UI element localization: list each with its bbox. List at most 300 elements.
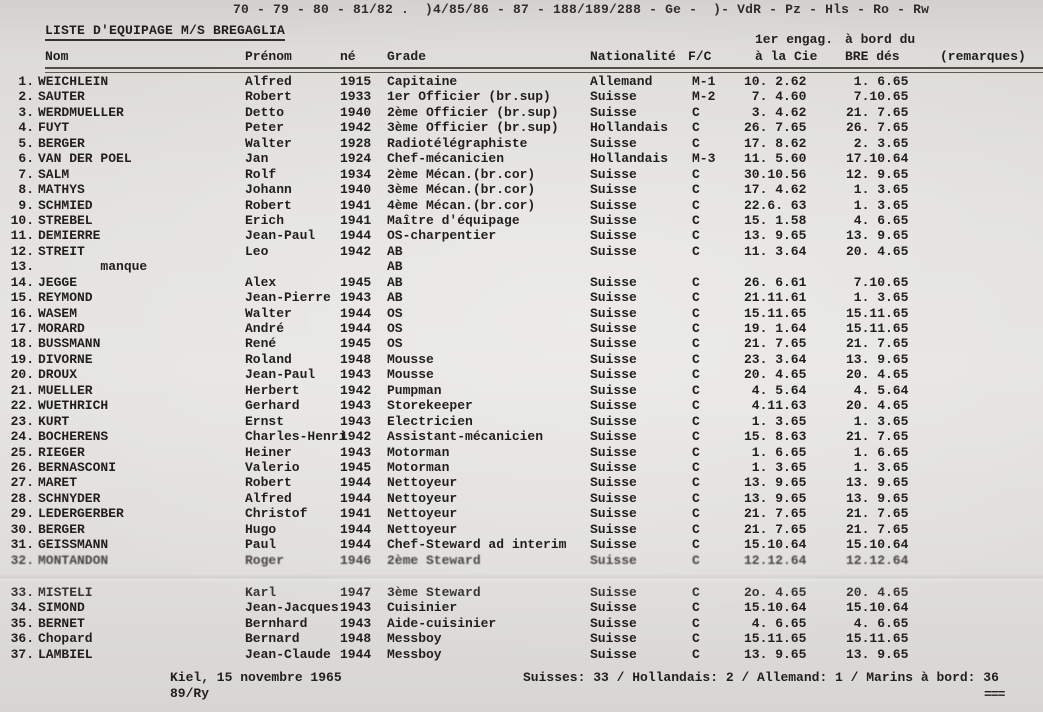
cell-fc: C xyxy=(692,521,700,537)
crew-row xyxy=(0,228,1043,243)
cell-prenom: Bernhard xyxy=(245,615,308,631)
cell-ne: 1946 xyxy=(340,552,372,568)
crew-row xyxy=(0,213,1043,228)
cell-engag: 13. 9.65 xyxy=(744,490,807,506)
cell-num: 35. xyxy=(10,615,34,631)
cell-nom: KURT xyxy=(38,413,70,429)
cell-ne: 1944 xyxy=(340,475,372,491)
cell-nat: Suisse xyxy=(590,475,637,491)
cell-fc: C xyxy=(692,182,700,198)
cell-ne: 1944 xyxy=(340,490,372,506)
cell-nom: REYMOND xyxy=(38,290,93,306)
crew-row xyxy=(0,89,1043,104)
cell-nat: Suisse xyxy=(590,166,637,182)
cell-engag: 19. 1.64 xyxy=(744,321,807,336)
footer-nationality-totals: Suisses: 33 / Hollandais: 2 / Allemand: 1 / Marins à bord: 36 xyxy=(523,670,999,685)
cell-grade: 2ème Steward xyxy=(387,552,481,568)
cell-prenom: Herbert xyxy=(245,382,300,398)
column-header-prenom: Prénom xyxy=(245,49,292,64)
cell-ne: 1943 xyxy=(340,398,372,414)
cell-engag: 15.10.64 xyxy=(744,600,807,616)
cell-bord: 12. 9.65 xyxy=(846,166,909,182)
cell-nom: SCHMIED xyxy=(38,197,93,213)
cell-nat: Hollandais xyxy=(590,120,669,136)
cell-bord: 13. 9.65 xyxy=(846,490,909,506)
cell-ne: 1947 xyxy=(340,585,372,600)
cell-prenom: Heiner xyxy=(245,444,292,460)
cell-nat: Suisse xyxy=(590,290,637,306)
cell-ne: 1942 xyxy=(340,382,372,398)
cell-nat: Allemand xyxy=(590,74,653,89)
cell-nom: DEMIERRE xyxy=(38,228,101,244)
cell-grade: Pumpman xyxy=(387,382,442,398)
cell-num: 2. xyxy=(18,89,34,105)
cell-ne: 1941 xyxy=(340,506,372,522)
cell-fc: C xyxy=(692,135,700,151)
cell-grade: Chef-mécanicien xyxy=(387,151,505,167)
cell-nom: MUELLER xyxy=(38,382,93,398)
cell-nat: Suisse xyxy=(590,135,637,151)
column-header-ne: né xyxy=(340,49,356,64)
cell-prenom: Alfred xyxy=(245,490,292,506)
crew-row xyxy=(0,506,1043,521)
cell-fc: C xyxy=(692,197,700,213)
cell-prenom: Robert xyxy=(245,475,292,491)
cell-prenom: Christof xyxy=(245,506,308,522)
cell-prenom: Robert xyxy=(245,89,292,105)
cell-fc: C xyxy=(692,631,700,647)
cell-num: 26. xyxy=(10,459,34,475)
cell-engag: 15.10.64 xyxy=(744,537,807,553)
cell-engag: 1. 3.65 xyxy=(744,459,807,475)
cell-grade: Nettoyeur xyxy=(387,506,458,522)
cell-ne: 1934 xyxy=(340,166,372,182)
cell-bord: 20. 4.65 xyxy=(846,585,909,600)
cell-ne: 1943 xyxy=(340,290,372,306)
cell-fc: C xyxy=(692,166,700,182)
cell-grade: 3ème Officier (br.sup) xyxy=(387,120,559,136)
cell-ne: 1942 xyxy=(340,429,372,445)
cell-num: 15. xyxy=(10,290,34,306)
cell-num: 14. xyxy=(10,274,34,290)
cell-num: 12. xyxy=(10,243,34,259)
cell-nat: Suisse xyxy=(590,382,637,398)
cell-nat: Suisse xyxy=(590,305,637,321)
cell-num: 11. xyxy=(10,228,34,244)
cell-fc: C xyxy=(692,444,700,460)
cell-nat: Suisse xyxy=(590,459,637,475)
cell-engag: 7. 4.60 xyxy=(744,89,807,105)
cell-grade: 3ème Steward xyxy=(387,585,481,600)
cell-nat: Suisse xyxy=(590,552,637,568)
cell-num: 20. xyxy=(10,367,34,383)
cell-prenom: Charles-Henri xyxy=(245,429,347,445)
cell-nat: Suisse xyxy=(590,521,637,537)
cell-engag: 26. 7.65 xyxy=(744,120,807,136)
cell-bord: 2. 3.65 xyxy=(846,135,909,151)
cell-engag: 21. 7.65 xyxy=(744,336,807,352)
cell-nom: BERGER xyxy=(38,135,85,151)
cell-fc: C xyxy=(692,351,700,367)
crew-row xyxy=(0,182,1043,197)
cell-nat: Suisse xyxy=(590,351,637,367)
cell-grade: Motorman xyxy=(387,444,450,460)
crew-row xyxy=(0,616,1043,631)
cell-engag: 4. 6.65 xyxy=(744,615,807,631)
cell-bord: 4. 5.64 xyxy=(846,382,909,398)
cell-prenom: Johann xyxy=(245,182,292,198)
crew-row xyxy=(0,475,1043,490)
cell-nom: MONTANDON xyxy=(38,552,109,568)
cell-grade: Aide-cuisinier xyxy=(387,615,497,631)
cell-ne: 1944 xyxy=(340,537,372,553)
cell-fc: C xyxy=(692,398,700,414)
cell-ne: 1944 xyxy=(340,521,372,537)
cell-grade: AB xyxy=(387,259,403,275)
cell-engag: 15.11.65 xyxy=(744,631,807,647)
cell-nat: Suisse xyxy=(590,429,637,445)
crew-row xyxy=(0,244,1043,259)
cell-grade: Cuisinier xyxy=(387,600,458,616)
cell-ne: 1944 xyxy=(340,646,372,662)
cell-nom: FUYT xyxy=(38,120,70,136)
cell-nom: DIVORNE xyxy=(38,351,93,367)
column-header-nom: Nom xyxy=(45,49,69,64)
crew-row xyxy=(0,259,1043,274)
cell-bord: 12.12.64 xyxy=(846,552,909,568)
cell-ne: 1944 xyxy=(340,228,372,244)
cell-grade: OS xyxy=(387,305,403,321)
cell-engag: 2o. 4.65 xyxy=(744,585,807,600)
crew-row xyxy=(0,151,1043,166)
cell-grade: Radiotélégraphiste xyxy=(387,135,528,151)
cell-nom: GEISSMANN xyxy=(38,537,109,553)
cell-bord: 13. 9.65 xyxy=(846,351,909,367)
cell-num: 17. xyxy=(10,321,34,336)
cell-ne: 1945 xyxy=(340,459,372,475)
cell-fc: C xyxy=(692,120,700,136)
cell-bord: 21. 7.65 xyxy=(846,521,909,537)
cell-grade: Motorman xyxy=(387,459,450,475)
crew-row xyxy=(0,445,1043,460)
cell-bord: 21. 7.65 xyxy=(846,506,909,522)
cell-ne: 1944 xyxy=(340,305,372,321)
cell-grade: 2ème Mécan.(br.cor) xyxy=(387,166,536,182)
cell-nat: Suisse xyxy=(590,506,637,522)
cell-nat: Suisse xyxy=(590,104,637,120)
cell-engag: 11. 5.60 xyxy=(744,151,807,167)
cell-ne: 1945 xyxy=(340,274,372,290)
cell-fc: C xyxy=(692,585,700,600)
cell-ne: 1943 xyxy=(340,600,372,616)
crew-row xyxy=(0,522,1043,537)
cell-grade: Nettoyeur xyxy=(387,521,458,537)
crew-table-upper xyxy=(0,74,1043,568)
cell-bord: 26. 7.65 xyxy=(846,120,909,136)
cell-nat: Suisse xyxy=(590,631,637,647)
cell-fc: C xyxy=(692,552,700,568)
cell-fc: C xyxy=(692,212,700,228)
cell-grade: Assistant-mécanicien xyxy=(387,429,544,445)
cell-grade: Maître d'équipage xyxy=(387,212,520,228)
cell-nat: Suisse xyxy=(590,585,637,600)
cell-fc: C xyxy=(692,305,700,321)
cell-fc: C xyxy=(692,367,700,383)
cell-nat: Suisse xyxy=(590,197,637,213)
cell-engag: 21.11.61 xyxy=(744,290,807,306)
cell-grade: 4ème Mécan.(br.cor) xyxy=(387,197,536,213)
cell-nom: MATHYS xyxy=(38,182,85,198)
cell-prenom: Robert xyxy=(245,197,292,213)
crew-row xyxy=(0,647,1043,662)
cell-prenom: Leo xyxy=(245,243,269,259)
crew-row xyxy=(0,336,1043,351)
cell-num: 10. xyxy=(10,212,34,228)
cell-bord: 20. 4.65 xyxy=(846,367,909,383)
cell-grade: Messboy xyxy=(387,631,442,647)
cell-grade: Mousse xyxy=(387,367,434,383)
column-header-nationalite: Nationalité xyxy=(590,49,676,64)
cell-ne: 1941 xyxy=(340,212,372,228)
cell-nat: Suisse xyxy=(590,444,637,460)
cell-prenom: Karl xyxy=(245,585,277,600)
cell-num: 27. xyxy=(10,475,34,491)
cell-num: 18. xyxy=(10,336,34,352)
cell-nat: Suisse xyxy=(590,274,637,290)
cell-engag: 15.11.65 xyxy=(744,305,807,321)
cell-fc: M-1 xyxy=(692,74,716,89)
cell-fc: C xyxy=(692,600,700,616)
cell-nom: manque xyxy=(38,259,148,275)
cell-engag: 13. 9.65 xyxy=(744,475,807,491)
cell-grade: Chef-Steward ad interim xyxy=(387,537,567,553)
cell-num: 36. xyxy=(10,631,34,647)
cell-prenom: Detto xyxy=(245,104,285,120)
cell-num: 16. xyxy=(10,305,34,321)
cell-engag: 15. 1.58 xyxy=(744,212,807,228)
cell-nom: WERDMUELLER xyxy=(38,104,124,120)
cell-prenom: Walter xyxy=(245,305,292,321)
cell-nom: RIEGER xyxy=(38,444,85,460)
cell-ne: 1933 xyxy=(340,89,372,105)
cell-engag: 30.10.56 xyxy=(744,166,807,182)
crew-row xyxy=(0,105,1043,120)
cell-ne: 1940 xyxy=(340,104,372,120)
column-header-engag-line1: 1er engag. xyxy=(755,32,834,47)
crew-row xyxy=(0,290,1043,305)
cell-ne: 1940 xyxy=(340,182,372,198)
cell-engag: 22.6. 63 xyxy=(744,197,807,213)
cell-nat: Suisse xyxy=(590,228,637,244)
cell-engag: 26. 6.61 xyxy=(744,274,807,290)
cell-nat: Suisse xyxy=(590,413,637,429)
crew-row xyxy=(0,275,1043,290)
cell-fc: C xyxy=(692,274,700,290)
cell-fc: C xyxy=(692,490,700,506)
cell-num: 3. xyxy=(18,104,34,120)
document-title: LISTE D'EQUIPAGE M/S BREGAGLIA xyxy=(45,23,285,41)
cell-bord: 17.10.64 xyxy=(846,151,909,167)
cell-ne: 1944 xyxy=(340,321,372,336)
cell-prenom: Jan xyxy=(245,151,269,167)
crew-row xyxy=(0,383,1043,398)
cell-engag: 3. 4.62 xyxy=(744,104,807,120)
cell-num: 6. xyxy=(18,151,34,167)
cell-nom: LAMBIEL xyxy=(38,646,93,662)
cell-num: 4. xyxy=(18,120,34,136)
cell-nom: MARET xyxy=(38,475,78,491)
cell-prenom: Erich xyxy=(245,212,285,228)
crew-row xyxy=(0,553,1043,568)
cell-num: 5. xyxy=(18,135,34,151)
cell-nat: Suisse xyxy=(590,336,637,352)
crew-table-lower xyxy=(0,585,1043,662)
crew-row xyxy=(0,198,1043,213)
cell-engag: 21. 7.65 xyxy=(744,521,807,537)
cell-nom: JEGGE xyxy=(38,274,78,290)
cell-nom: SCHNYDER xyxy=(38,490,101,506)
column-header-bord-line1: à bord du xyxy=(845,32,916,47)
cell-fc: C xyxy=(692,321,700,336)
crew-row xyxy=(0,306,1043,321)
cell-fc: C xyxy=(692,290,700,306)
cell-nat: Suisse xyxy=(590,243,637,259)
cell-nat: Suisse xyxy=(590,490,637,506)
column-header-remarques: (remarques) xyxy=(940,49,1026,64)
cell-nat: Suisse xyxy=(590,89,637,105)
cell-nat: Suisse xyxy=(590,367,637,383)
column-header-fc: F/C xyxy=(688,49,712,64)
cell-engag: 21. 7.65 xyxy=(744,506,807,522)
cell-nat: Suisse xyxy=(590,212,637,228)
cell-bord: 1. 3.65 xyxy=(846,459,909,475)
cell-nat: Suisse xyxy=(590,600,637,616)
crew-row xyxy=(0,367,1043,382)
scan-seam xyxy=(0,574,1043,582)
column-header-engag-line2: à la Cie xyxy=(755,49,818,64)
cell-bord: 21. 7.65 xyxy=(846,336,909,352)
column-header-grade: Grade xyxy=(387,49,427,64)
cell-prenom: Jean-Claude xyxy=(245,646,331,662)
cell-ne: 1948 xyxy=(340,351,372,367)
header-double-rule xyxy=(45,67,1043,73)
cell-engag: 4. 5.64 xyxy=(744,382,807,398)
crew-row xyxy=(0,120,1043,135)
cell-grade: Storekeeper xyxy=(387,398,473,414)
cell-fc: C xyxy=(692,382,700,398)
cell-ne: 1942 xyxy=(340,120,372,136)
cell-nom: SALM xyxy=(38,166,70,182)
cell-nom: WEICHLEIN xyxy=(38,74,109,89)
cell-bord: 7.10.65 xyxy=(846,89,909,105)
cell-grade: Messboy xyxy=(387,646,442,662)
cell-nat: Suisse xyxy=(590,537,637,553)
cell-engag: 4.11.63 xyxy=(744,398,807,414)
cell-num: 24. xyxy=(10,429,34,445)
cell-nom: STREIT xyxy=(38,243,85,259)
cell-prenom: Alfred xyxy=(245,74,292,89)
cell-nat: Suisse xyxy=(590,321,637,336)
cell-ne: 1941 xyxy=(340,197,372,213)
footer-place-date: Kiel, 15 novembre 1965 xyxy=(170,670,342,685)
cell-bord: 15.11.65 xyxy=(846,305,909,321)
cell-nat: Hollandais xyxy=(590,151,669,167)
crew-row xyxy=(0,460,1043,475)
cell-grade: 3ème Mécan.(br.cor) xyxy=(387,182,536,198)
cell-engag: 10. 2.62 xyxy=(744,74,807,89)
cell-fc: C xyxy=(692,506,700,522)
cell-ne: 1945 xyxy=(340,336,372,352)
cell-grade: Nettoyeur xyxy=(387,490,458,506)
footer-totals-underline: === xyxy=(984,687,1005,702)
cell-fc: C xyxy=(692,537,700,553)
cell-nat: Suisse xyxy=(590,398,637,414)
cell-grade: 1er Officier (br.sup) xyxy=(387,89,551,105)
cell-nom: MISTELI xyxy=(38,585,93,600)
cell-nom: Chopard xyxy=(38,631,93,647)
cell-prenom: André xyxy=(245,321,285,336)
crew-row xyxy=(0,167,1043,182)
cell-prenom: Jean-Jacques xyxy=(245,600,339,616)
cell-nom: SAUTER xyxy=(38,89,85,105)
cell-ne: 1943 xyxy=(340,615,372,631)
cell-fc: C xyxy=(692,429,700,445)
crew-row xyxy=(0,398,1043,413)
footer-reference: 89/Ry xyxy=(170,686,210,701)
cell-grade: 2ème Officier (br.sup) xyxy=(387,104,559,120)
cell-bord: 20. 4.65 xyxy=(846,243,909,259)
cell-fc: M-3 xyxy=(692,151,716,167)
cell-fc: C xyxy=(692,243,700,259)
cell-num: 1. xyxy=(18,74,34,89)
cell-bord: 13. 9.65 xyxy=(846,228,909,244)
cell-bord: 1. 3.65 xyxy=(846,290,909,306)
cell-nom: MORARD xyxy=(38,321,85,336)
cell-num: 7. xyxy=(18,166,34,182)
cell-num: 28. xyxy=(10,490,34,506)
cell-num: 29. xyxy=(10,506,34,522)
cell-bord: 1. 3.65 xyxy=(846,197,909,213)
cell-bord: 15.10.64 xyxy=(846,537,909,553)
cell-bord: 20. 4.65 xyxy=(846,398,909,414)
cell-num: 23. xyxy=(10,413,34,429)
cell-bord: 1. 3.65 xyxy=(846,413,909,429)
column-header-bord-line2: BRE dés xyxy=(845,49,900,64)
cell-nat: Suisse xyxy=(590,615,637,631)
cell-fc: C xyxy=(692,459,700,475)
crew-row xyxy=(0,631,1043,646)
cell-bord: 15.11.65 xyxy=(846,631,909,647)
cell-grade: OS xyxy=(387,321,403,336)
column-header-row xyxy=(0,49,1043,65)
cell-fc: M-2 xyxy=(692,89,716,105)
cell-nom: WASEM xyxy=(38,305,78,321)
cell-prenom: Alex xyxy=(245,274,277,290)
cell-grade: Mousse xyxy=(387,351,434,367)
cell-num: 21. xyxy=(10,382,34,398)
crew-row xyxy=(0,414,1043,429)
cell-nom: SIMOND xyxy=(38,600,85,616)
crew-row xyxy=(0,585,1043,600)
cell-fc: C xyxy=(692,615,700,631)
cell-prenom: Jean-Paul xyxy=(245,228,316,244)
cell-prenom: Valerio xyxy=(245,459,300,475)
cell-prenom: Jean-Pierre xyxy=(245,290,331,306)
cell-nom: DROUX xyxy=(38,367,78,383)
cell-num: 34. xyxy=(10,600,34,616)
cell-grade: AB xyxy=(387,243,403,259)
cell-nat: Suisse xyxy=(590,646,637,662)
